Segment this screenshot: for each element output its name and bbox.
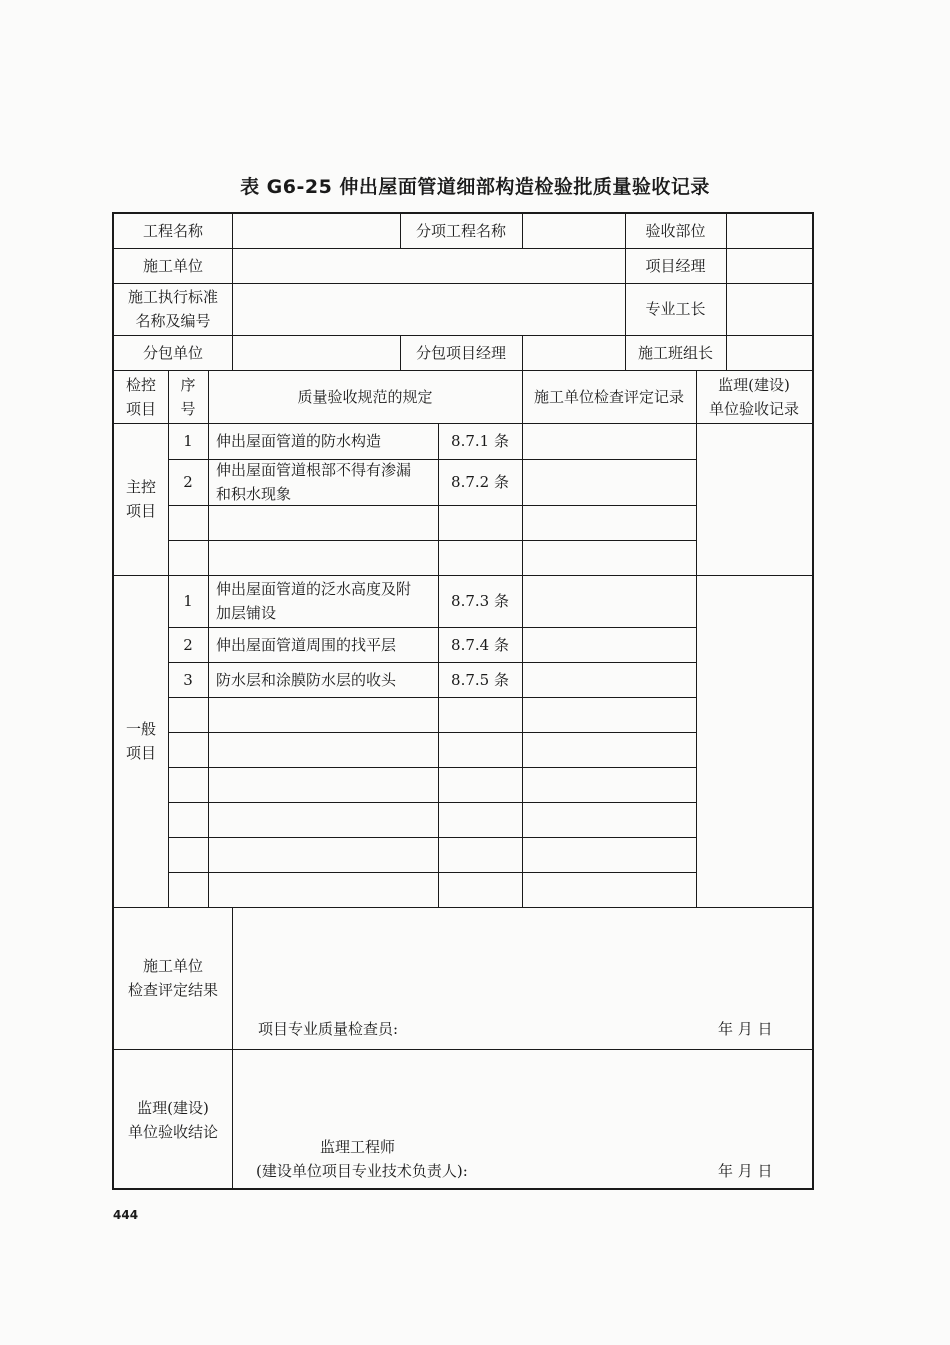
category-main-items: 主控 项目	[125, 478, 156, 520]
label-project-name: 工程名称	[142, 222, 203, 240]
general-item-1-clause: 8.7.3 条	[451, 592, 509, 610]
main-item-2-no: 2	[183, 473, 193, 491]
row-divider	[168, 767, 696, 768]
contractor-inspector-label: 项目专业质量检查员:	[258, 1020, 399, 1038]
col-header-seq: 序 号	[180, 375, 196, 418]
col-header-supervisor-record: 监理(建设) 单位验收记录	[708, 375, 799, 418]
contractor-result-date: 年 月 日	[718, 1020, 773, 1038]
label-sub-project-manager: 分包项目经理	[415, 343, 506, 362]
general-item-2-no: 2	[183, 635, 193, 654]
general-item-3-no: 3	[183, 670, 193, 689]
page-number: 444	[113, 1208, 139, 1222]
general-item-2-text: 伸出屋面管道周围的找平层	[216, 635, 397, 654]
main-item-1-clause: 8.7.1 条	[451, 432, 509, 450]
general-item-2-clause: 8.7.4 条	[451, 635, 509, 654]
category-general-items: 一般 项目	[125, 720, 156, 762]
label-foreman: 专业工长	[645, 300, 706, 318]
general-item-1-no: 1	[183, 592, 193, 610]
label-team-leader: 施工班组长	[637, 343, 713, 362]
col-header-category: 检控 项目	[125, 375, 156, 418]
col-divider	[522, 335, 523, 370]
construction-responsible-label: (建设单位项目专业技术负责人):	[256, 1162, 468, 1180]
form-title: 表 G6-25 伸出屋面管道细部构造检验批质量验收记录	[240, 176, 710, 198]
label-construction-unit: 施工单位	[142, 256, 203, 275]
col-header-contractor-record: 施工单位检查评定记录	[533, 387, 684, 406]
row-divider	[168, 732, 696, 733]
main-item-1-text: 伸出屋面管道的防水构造	[216, 432, 382, 450]
col-divider	[522, 370, 523, 907]
label-project-manager: 项目经理	[645, 256, 706, 275]
row-divider	[168, 802, 696, 803]
col-divider	[696, 370, 697, 907]
main-item-1-no: 1	[183, 432, 193, 450]
main-item-2-clause: 8.7.2 条	[451, 473, 509, 491]
supervisor-engineer-label: 监理工程师	[320, 1138, 396, 1156]
general-item-3-text: 防水层和涂膜防水层的收头	[216, 670, 397, 689]
row-divider	[168, 837, 696, 838]
label-subcontractor: 分包单位	[142, 343, 203, 362]
inspection-record-table	[112, 212, 814, 1190]
general-item-1-text: 伸出屋面管道的泛水高度及附 加层铺设	[216, 580, 412, 622]
general-item-3-clause: 8.7.5 条	[451, 670, 509, 689]
main-item-2-text: 伸出屋面管道根部不得有渗漏 和积水现象	[216, 461, 412, 503]
label-inspection-location: 验收部位	[645, 222, 706, 240]
label-contractor-result: 施工单位 检查评定结果	[127, 957, 218, 999]
label-subproject-name: 分项工程名称	[415, 222, 506, 240]
row-divider	[168, 872, 696, 873]
col-divider	[522, 214, 523, 248]
col-divider	[232, 214, 233, 370]
col-divider	[726, 214, 727, 370]
col-header-spec: 质量验收规范的规定	[297, 387, 433, 406]
row-divider	[168, 697, 696, 698]
supervisor-conclusion-date: 年 月 日	[718, 1162, 773, 1180]
label-supervisor-conclusion: 监理(建设) 单位验收结论	[127, 1098, 218, 1141]
label-standard: 施工执行标准 名称及编号	[127, 288, 218, 330]
col-divider	[232, 907, 233, 1190]
row-divider	[168, 540, 696, 541]
